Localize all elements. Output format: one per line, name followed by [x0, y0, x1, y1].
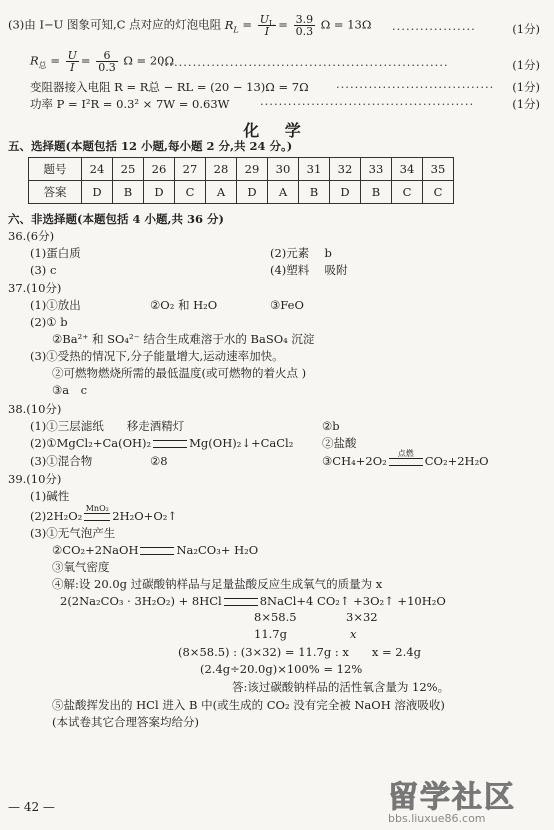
q38-a1-2: ②b: [322, 419, 340, 433]
equals-sign: 点燃: [389, 458, 423, 466]
watermark-logo: 留学社区: [388, 780, 516, 815]
q37-title: 37.(10分): [8, 281, 62, 295]
q39-calc-2: (2.4g÷20.0g)×100% = 12%: [200, 662, 363, 676]
q39-a1: (1)碱性: [30, 489, 70, 503]
fraction-ul-over-i: $\frac{U_L}{I}$: [259, 13, 275, 38]
equals-sign: [224, 598, 258, 606]
q39-mass-4: x: [350, 627, 357, 641]
table-row: 题号 24 25 26 27 28 29 30 31 32 33 34 35: [29, 158, 454, 181]
q39-calc-1: (8×58.5) : (3×32) = 11.7g : x x = 2.4g: [178, 645, 421, 659]
q38-a3-2: ②8: [150, 454, 168, 468]
score-2: (1分): [512, 58, 540, 72]
score-3: (1分): [512, 80, 540, 94]
score-leader: ··································: [336, 80, 495, 94]
table-header-cell: 题号: [29, 158, 82, 181]
q39-mass-1: 8×58.5: [254, 610, 297, 624]
q36-a2: (2)元素 b: [270, 246, 332, 260]
section-6-heading: 六、非选择题(本题包括 4 小题,共 36 分): [8, 212, 224, 226]
score-4: (1分): [512, 97, 540, 111]
chemistry-title: 化 学: [243, 121, 311, 140]
equals-sign: MnO₂: [84, 513, 110, 521]
q39-equation: 2(2Na₂CO₃ · 3H₂O₂) + 8HCl 8NaCl+4 CO₂↑ +3O₂↑ +10H₂O: [60, 594, 446, 608]
q37-a2-2: ②Ba²⁺ 和 SO₄²⁻ 结合生成难溶于水的 BaSO₄ 沉淀: [52, 332, 315, 346]
q39-mass-2: 3×32: [346, 610, 378, 624]
q39-a3-1: (3)①无气泡产生: [30, 526, 116, 540]
q39-mass-3: 11.7g: [254, 627, 287, 641]
page-number: — 42 —: [8, 800, 55, 814]
score-1: (1分): [512, 22, 540, 36]
q37-a3-2: ②可燃物燃烧所需的最低温度(或可燃物的着火点 ): [52, 366, 307, 380]
q39-a3-5: ⑤盐酸挥发出的 HCl 进入 B 中(或生成的 CO₂ 没有完全被 NaOH 溶液吸收): [52, 698, 445, 712]
score-leader: ······························································: [160, 58, 449, 72]
q37-a1-3: ③FeO: [270, 298, 304, 312]
section-5-heading: 五、选择题(本题包括 12 小题,每小题 2 分,共 24 分。): [8, 139, 293, 153]
q37-a1-2: ②O₂ 和 H₂O: [150, 298, 218, 312]
q39-answer: 答:该过碳酸钠样品的活性氧含量为 12%。: [232, 680, 450, 694]
q37-a3-3: ③a c: [52, 383, 88, 397]
q39-note: (本试卷其它合理答案均给分): [52, 715, 199, 729]
fraction-3.9-over-0.3: $\frac{3.9}{0.3}$: [295, 13, 314, 38]
q39-title: 39.(10分): [8, 472, 62, 486]
physics-line-4: 功率 P = I²R = 0.3² × 7W = 0.63W: [30, 97, 230, 111]
q38-title: 38.(10分): [8, 402, 62, 416]
watermark-url: bbs.liuxue86.com: [388, 812, 486, 825]
q37-a1-1: (1)①放出: [30, 298, 81, 312]
q39-a2: (2)2H₂O₂ MnO₂ 2H₂O+O₂↑: [30, 504, 177, 523]
score-leader: ··················: [392, 22, 476, 36]
table-header-cell: 答案: [29, 181, 82, 204]
q38-a3-3: ③CH₄+2O₂ 点燃 CO₂+2H₂O: [322, 449, 489, 468]
table-row: 答案 D B D C A D A B D B C C: [29, 181, 454, 204]
q38-a3-1: (3)①混合物: [30, 454, 93, 468]
physics-line-3: 变阻器接入电阻 R = R总 − RL = (20 − 13)Ω = 7Ω: [30, 80, 309, 94]
equals-sign: [140, 547, 174, 555]
q39-a3-3: ③氧气密度: [52, 560, 110, 574]
q36-title: 36.(6分): [8, 229, 55, 243]
equals-sign: [153, 440, 187, 448]
answer-table: [28, 157, 454, 204]
q38-a2-2: ②盐酸: [322, 436, 357, 450]
watermark: [382, 772, 552, 830]
q37-a2-1: (2)① b: [30, 315, 68, 329]
q39-a3-4: ④解:设 20.0g 过碳酸钠样品与足量盐酸反应生成氧气的质量为 x: [52, 577, 383, 591]
physics-line-2: $R_总$ = $\frac{U}{I}$ = $\frac{6}{0.3}$ Ω = 20Ω: [30, 49, 175, 74]
q37-a3-1: (3)①受热的情况下,分子能量增大,运动速率加快。: [30, 349, 284, 363]
q36-a1: (1)蛋白质: [30, 246, 81, 260]
q38-a1-1: (1)①三层滤纸 移走酒精灯: [30, 419, 185, 433]
q36-a3: (3) c: [30, 263, 57, 277]
score-leader: ··············································: [260, 97, 475, 111]
physics-line-1: (3)由 I−U 图象可知,C 点对应的灯泡电阻 $R_L$ = $\frac{U_L}{I}$ = $\frac{3.9}{0.3}$ Ω = 13Ω: [8, 13, 372, 38]
q38-a2-1: (2)①MgCl₂+Ca(OH)₂ Mg(OH)₂↓+CaCl₂: [30, 436, 294, 450]
q36-a4: (4)塑料 吸附: [270, 263, 348, 277]
q39-a3-2: ②CO₂+2NaOH Na₂CO₃+ H₂O: [52, 543, 259, 557]
